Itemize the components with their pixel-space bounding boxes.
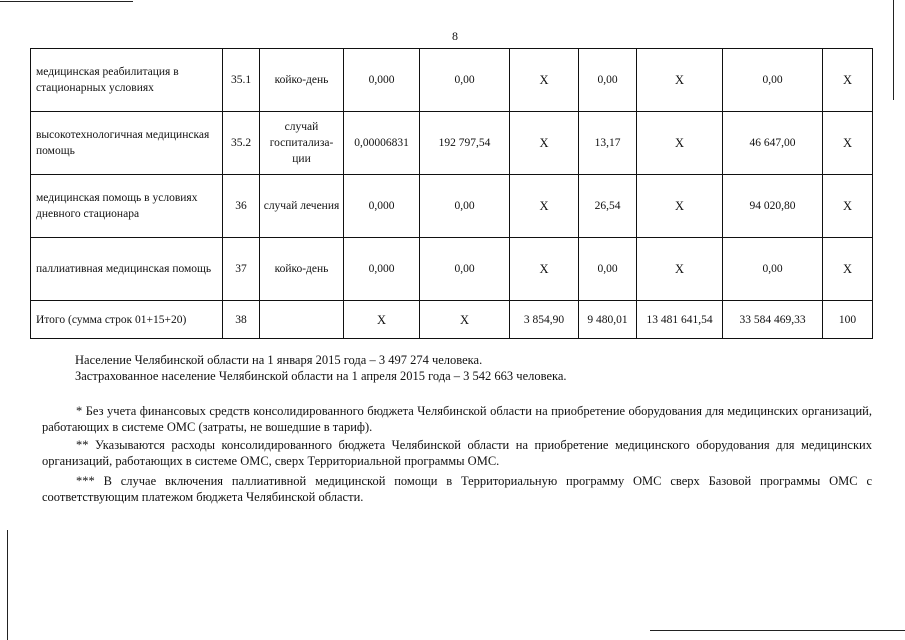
value-cell: 0,00 — [579, 49, 637, 112]
value-cell: 0,00 — [420, 49, 510, 112]
row-name-cell: паллиативная медицинская помощь — [31, 238, 223, 301]
value-cell: 3 854,90 — [510, 301, 579, 339]
value-cell: X — [823, 175, 873, 238]
row-name-cell: высокотехнологичная медицинская помощь — [31, 112, 223, 175]
table-row — [31, 112, 873, 175]
table-row — [31, 49, 873, 112]
value-cell: 13,17 — [579, 112, 637, 175]
page-number: 8 — [452, 29, 458, 43]
row-name-cell: медицинская помощь в условиях дневного стационара — [31, 175, 223, 238]
value-cell: X — [510, 49, 579, 112]
value-cell: X — [510, 112, 579, 175]
value-cell: 0,00 — [723, 49, 823, 112]
row-name-cell: Итого (сумма строк 01+15+20) — [31, 301, 223, 339]
value-cell: 0,000 — [344, 238, 420, 301]
value-cell: X — [637, 238, 723, 301]
total-row — [31, 301, 873, 339]
unit-cell: случай лечения — [260, 175, 344, 238]
value-cell: 100 — [823, 301, 873, 339]
unit-cell — [260, 301, 344, 339]
table-row — [31, 238, 873, 301]
value-cell: 192 797,54 — [420, 112, 510, 175]
value-cell: 46 647,00 — [723, 112, 823, 175]
value-cell: 0,00 — [420, 175, 510, 238]
population-line: Население Челябинской области на 1 января 2015 года – 3 497 274 человека. — [75, 353, 483, 367]
footnote-1: * Без учета финансовых средств консолидированного бюджета Челябинской области на приобретение оборудования для медицинских организаций, работающих в системе ОМС (затраты, не вошедшие в тариф). — [42, 404, 872, 434]
value-cell: X — [637, 175, 723, 238]
value-cell: X — [420, 301, 510, 339]
value-cell: 9 480,01 — [579, 301, 637, 339]
value-cell: X — [823, 49, 873, 112]
unit-cell: койко-день — [260, 238, 344, 301]
value-cell: 0,00 — [420, 238, 510, 301]
row-number-cell: 37 — [223, 238, 260, 301]
footnote-2: ** Указываются расходы консолидированного бюджета Челябинской области на приобретение медицинского оборудования для медицинских организаций, работающих в системе ОМС, сверх Территориальной программы ОМС. — [42, 438, 872, 468]
row-number-cell: 38 — [223, 301, 260, 339]
left-edge-rule — [7, 530, 8, 640]
row-number-cell: 35.1 — [223, 49, 260, 112]
unit-cell: случай госпитализа-ции — [260, 112, 344, 175]
footnote-3: *** В случае включения паллиативной медицинской помощи в Территориальную программу ОМС сверх Базовой программы ОМС с соответствующим платежом бюджета Челябинской области. — [42, 474, 872, 504]
value-cell: 0,000 — [344, 49, 420, 112]
value-cell: X — [823, 112, 873, 175]
row-number-cell: 36 — [223, 175, 260, 238]
value-cell: 13 481 641,54 — [637, 301, 723, 339]
unit-cell: койко-день — [260, 49, 344, 112]
value-cell: 0,00006831 — [344, 112, 420, 175]
value-cell: 33 584 469,33 — [723, 301, 823, 339]
top-edge-rule — [0, 1, 133, 2]
value-cell: X — [637, 49, 723, 112]
value-cell: 26,54 — [579, 175, 637, 238]
bottom-edge-rule — [650, 630, 905, 631]
value-cell: 94 020,80 — [723, 175, 823, 238]
row-name-cell: медицинская реабилитация в стационарных условиях — [31, 49, 223, 112]
right-edge-rule — [893, 0, 894, 100]
table-row — [31, 175, 873, 238]
value-cell: X — [510, 175, 579, 238]
insured-population-line: Застрахованное население Челябинской области на 1 апреля 2015 года – 3 542 663 человека. — [75, 369, 567, 383]
value-cell: X — [344, 301, 420, 339]
value-cell: 0,000 — [344, 175, 420, 238]
value-cell: 0,00 — [579, 238, 637, 301]
value-cell: 0,00 — [723, 238, 823, 301]
row-number-cell: 35.2 — [223, 112, 260, 175]
data-table — [30, 48, 873, 339]
value-cell: X — [637, 112, 723, 175]
value-cell: X — [823, 238, 873, 301]
value-cell: X — [510, 238, 579, 301]
